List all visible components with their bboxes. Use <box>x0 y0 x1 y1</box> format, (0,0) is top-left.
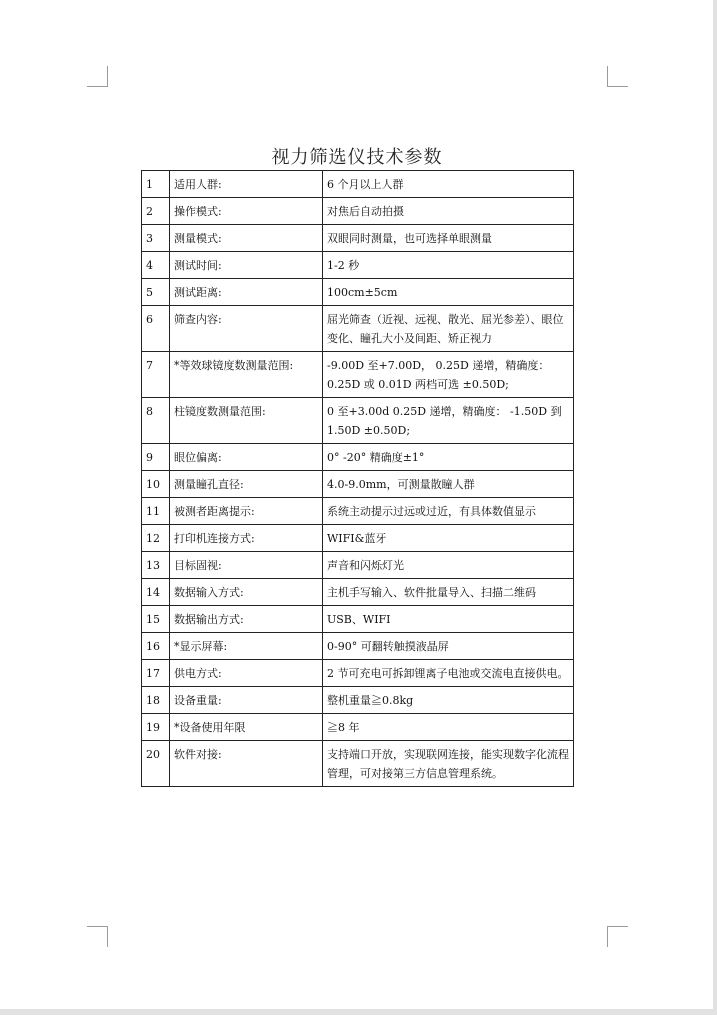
crop-mark-bottom-left <box>87 926 108 947</box>
parameter-name: *显示屏幕: <box>170 633 323 660</box>
row-number: 18 <box>142 687 170 714</box>
parameter-name: 筛查内容: <box>170 306 323 352</box>
page-edge-bottom <box>0 1009 717 1015</box>
parameter-name: 操作模式: <box>170 198 323 225</box>
row-number: 12 <box>142 525 170 552</box>
table-row <box>142 171 574 198</box>
crop-mark-top-right <box>607 66 628 87</box>
row-number: 16 <box>142 633 170 660</box>
row-number: 17 <box>142 660 170 687</box>
spec-table <box>141 170 574 787</box>
parameter-name: 打印机连接方式: <box>170 525 323 552</box>
parameter-name: 柱镜度数测量范围: <box>170 398 323 444</box>
table-row <box>142 252 574 279</box>
parameter-name: 测试距离: <box>170 279 323 306</box>
parameter-value: 4.0-9.0mm，可测量散瞳人群 <box>323 471 574 498</box>
parameter-name: 软件对接: <box>170 741 323 787</box>
table-row <box>142 525 574 552</box>
table-row <box>142 498 574 525</box>
parameter-value: 0 至+3.00d 0.25D 递增，精确度： -1.50D 到 1.50D ±0.50D; <box>323 398 574 444</box>
table-row <box>142 306 574 352</box>
parameter-name: 测量瞳孔直径: <box>170 471 323 498</box>
parameter-value: 0° -20° 精确度±1° <box>323 444 574 471</box>
parameter-value: 支持端口开放，实现联网连接，能实现数字化流程管理，可对接第三方信息管理系统。 <box>323 741 574 787</box>
parameter-value: 1-2 秒 <box>323 252 574 279</box>
table-row <box>142 225 574 252</box>
row-number: 2 <box>142 198 170 225</box>
parameter-name: 目标固视: <box>170 552 323 579</box>
crop-mark-top-left <box>87 66 108 87</box>
row-number: 14 <box>142 579 170 606</box>
table-row <box>142 552 574 579</box>
table-row <box>142 714 574 741</box>
parameter-name: 测量模式: <box>170 225 323 252</box>
table-row <box>142 660 574 687</box>
parameter-value: 双眼同时测量，也可选择单眼测量 <box>323 225 574 252</box>
row-number: 1 <box>142 171 170 198</box>
parameter-value: ≧8 年 <box>323 714 574 741</box>
table-row <box>142 471 574 498</box>
parameter-value: USB、WIFI <box>323 606 574 633</box>
table-row <box>142 279 574 306</box>
parameter-value: 2 节可充电可拆卸锂离子电池或交流电直接供电。 <box>323 660 574 687</box>
parameter-name: 数据输入方式: <box>170 579 323 606</box>
page-edge-right <box>713 0 717 1015</box>
parameter-value: 100cm±5cm <box>323 279 574 306</box>
row-number: 6 <box>142 306 170 352</box>
parameter-name: 测试时间: <box>170 252 323 279</box>
row-number: 11 <box>142 498 170 525</box>
table-row <box>142 741 574 787</box>
table-row <box>142 687 574 714</box>
row-number: 13 <box>142 552 170 579</box>
row-number: 9 <box>142 444 170 471</box>
parameter-value: -9.00D 至+7.00D， 0.25D 递增，精确度：0.25D 或 0.01D 两档可选 ±0.50D; <box>323 352 574 398</box>
parameter-name: 被测者距离提示: <box>170 498 323 525</box>
document-title: 视力筛选仪技术参数 <box>271 147 443 168</box>
row-number: 4 <box>142 252 170 279</box>
parameter-name: 眼位偏离: <box>170 444 323 471</box>
parameter-value: 对焦后自动拍摄 <box>323 198 574 225</box>
table-row <box>142 398 574 444</box>
table-row <box>142 198 574 225</box>
row-number: 7 <box>142 352 170 398</box>
parameter-name: 供电方式: <box>170 660 323 687</box>
parameter-value: 屈光筛查（近视、远视、散光、屈光参差）、眼位变化、瞳孔大小及间距、矫正视力 <box>323 306 574 352</box>
parameter-value: 主机手写输入、软件批量导入、扫描二维码 <box>323 579 574 606</box>
parameter-value: WIFI&蓝牙 <box>323 525 574 552</box>
row-number: 15 <box>142 606 170 633</box>
table-row <box>142 352 574 398</box>
row-number: 20 <box>142 741 170 787</box>
row-number: 5 <box>142 279 170 306</box>
parameter-value: 6 个月以上人群 <box>323 171 574 198</box>
row-number: 10 <box>142 471 170 498</box>
table-row <box>142 633 574 660</box>
parameter-value: 系统主动提示过远或过近，有具体数值显示 <box>323 498 574 525</box>
parameter-name: *等效球镜度数测量范围: <box>170 352 323 398</box>
table-row <box>142 606 574 633</box>
parameter-name: *设备使用年限 <box>170 714 323 741</box>
row-number: 8 <box>142 398 170 444</box>
parameter-name: 设备重量: <box>170 687 323 714</box>
parameter-name: 数据输出方式: <box>170 606 323 633</box>
parameter-name: 适用人群: <box>170 171 323 198</box>
parameter-value: 整机重量≧0.8kg <box>323 687 574 714</box>
crop-mark-bottom-right <box>607 926 628 947</box>
row-number: 3 <box>142 225 170 252</box>
table-row <box>142 444 574 471</box>
parameter-value: 声音和闪烁灯光 <box>323 552 574 579</box>
table-row <box>142 579 574 606</box>
parameter-value: 0-90° 可翻转触摸液晶屏 <box>323 633 574 660</box>
row-number: 19 <box>142 714 170 741</box>
